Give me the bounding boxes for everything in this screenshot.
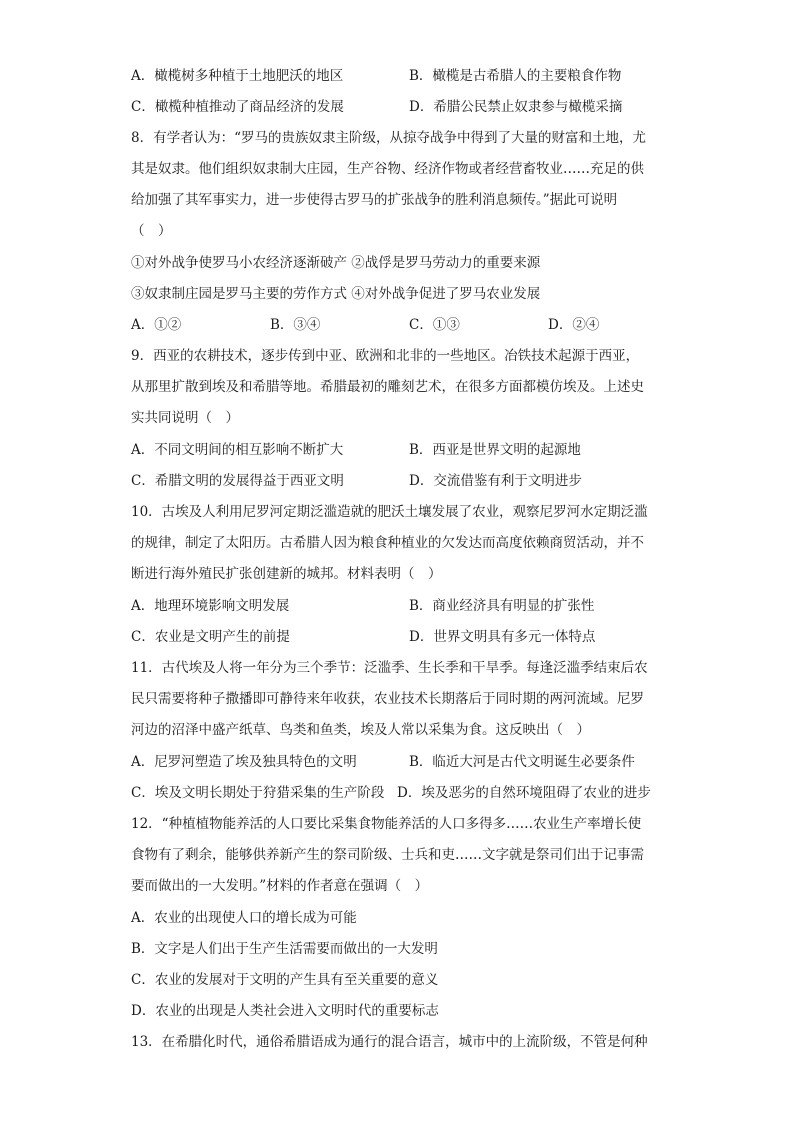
q8-option-a: A．①②: [131, 317, 182, 333]
q12-option-d: D．农业的出现是人类社会进入文明时代的重要标志: [131, 1003, 439, 1019]
q8-stem-line-1: 8．有学者认为：“罗马的贵族奴隶主阶级，从掠夺战争中得到了大量的财富和土地，尤: [131, 130, 646, 146]
q7-option-a: A．橄榄树多种植于土地肥沃的地区: [131, 68, 344, 84]
q9-stem-line-1: 9．西亚的农耕技术，逐步传到中亚、欧洲和北非的一些地区。冶铁技术起源于西亚，: [131, 348, 640, 364]
q11-stem-line-1: 11．古代埃及人将一年分为三个季节：泛滥季、生长季和干旱季。每逢泛滥季结束后农: [131, 660, 648, 676]
q8-stem-line-3: 给加强了其军事实力，进一步使得古罗马的扩张战争的胜利消息频传。”据此可说明: [131, 192, 618, 208]
q8-stem-line-2: 其是奴隶。他们组织奴隶制大庄园，生产谷物、经济作物或者经营畜牧业……充足的供: [131, 161, 644, 177]
q13-stem-line-1: 13．在希腊化时代，通俗希腊语成为通行的混合语言，城市中的上流阶级，不管是何种: [131, 1034, 648, 1050]
q7-option-c: C．橄榄种植推动了商品经济的发展: [131, 99, 344, 115]
q11-stem-line-3: 河边的沼泽中盛产纸草、鸟类和鱼类，埃及人常以采集为食。这反映出（ ）: [131, 722, 590, 738]
q10-option-d: D．世界文明具有多元一体特点: [409, 629, 596, 645]
q10-option-a: A．地理环境影响文明发展: [131, 598, 290, 614]
q11-option-c: C．埃及文明长期处于狩猎采集的生产阶段: [131, 785, 385, 801]
q12-option-a: A．农业的出现使人口的增长成为可能: [131, 910, 357, 926]
q8-option-b: B．③④: [270, 317, 321, 333]
q8-statement-line-2: ③奴隶制庄园是罗马主要的劳作方式 ④对外战争促进了罗马农业发展: [131, 286, 541, 302]
q9-option-c: C．希腊文明的发展得益于西亚文明: [131, 473, 344, 489]
q7-option-d: D．希腊公民禁止奴隶参与橄榄采摘: [409, 99, 623, 115]
q12-stem-line-2: 食物有了剩余，能够供养新产生的祭司阶级、士兵和吏……文字就是祭司们出于记事需: [131, 847, 644, 863]
q10-stem-line-3: 断进行海外殖民扩张创建新的城邦。材料表明（ ）: [131, 566, 442, 582]
q8-option-d: D．②④: [548, 317, 600, 333]
q12-stem-line-1: 12．“种植植物能养活的人口要比采集食物能养活的人口多得多……农业生产率增长使: [131, 816, 642, 832]
q10-option-b: B．商业经济具有明显的扩张性: [409, 598, 595, 614]
q9-stem-line-2: 从那里扩散到埃及和希腊等地。希腊最初的雕刻艺术，在很多方面都模仿埃及。上述史: [131, 379, 644, 395]
q11-option-a: A．尼罗河塑造了埃及独具特色的文明: [131, 754, 357, 770]
q10-stem-line-2: 的规律，制定了太阳历。古希腊人因为粮食种植业的欠发达而高度依赖商贸活动，并不: [131, 535, 644, 551]
q12-option-c: C．农业的发展对于文明的产生具有至关重要的意义: [131, 972, 439, 988]
q11-option-b: B．临近大河是古代文明诞生必要条件: [409, 754, 635, 770]
q11-option-d: D．埃及恶劣的自然环境阻碍了农业的进步: [397, 785, 651, 801]
q8-statement-line-1: ①对外战争使罗马小农经济逐渐破产 ②战俘是罗马劳动力的重要来源: [131, 255, 541, 271]
q12-option-b: B．文字是人们出于生产生活需要而做出的一大发明: [131, 941, 438, 957]
q9-stem-line-3: 实共同说明（ ）: [131, 410, 239, 426]
q9-option-d: D．交流借鉴有利于文明进步: [409, 473, 582, 489]
q9-option-b: B．西亚是世界文明的起源地: [409, 442, 581, 458]
q8-stem-line-4: （ ）: [131, 223, 172, 239]
q9-option-a: A．不同文明间的相互影响不断扩大: [131, 442, 344, 458]
q7-option-b: B．橄榄是古希腊人的主要粮食作物: [409, 68, 622, 84]
q8-option-c: C．①③: [409, 317, 460, 333]
q10-option-c: C．农业是文明产生的前提: [131, 629, 290, 645]
q12-stem-line-3: 要而做出的一大发明。”材料的作者意在强调（ ）: [131, 878, 429, 894]
q10-stem-line-1: 10．古埃及人利用尼罗河定期泛滥造就的肥沃土壤发展了农业，观察尼罗河水定期泛滥: [131, 504, 648, 520]
q11-stem-line-2: 民只需要将种子撒播即可静待来年收获，农业技术长期落后于同时期的两河流域。尼罗: [131, 691, 644, 707]
